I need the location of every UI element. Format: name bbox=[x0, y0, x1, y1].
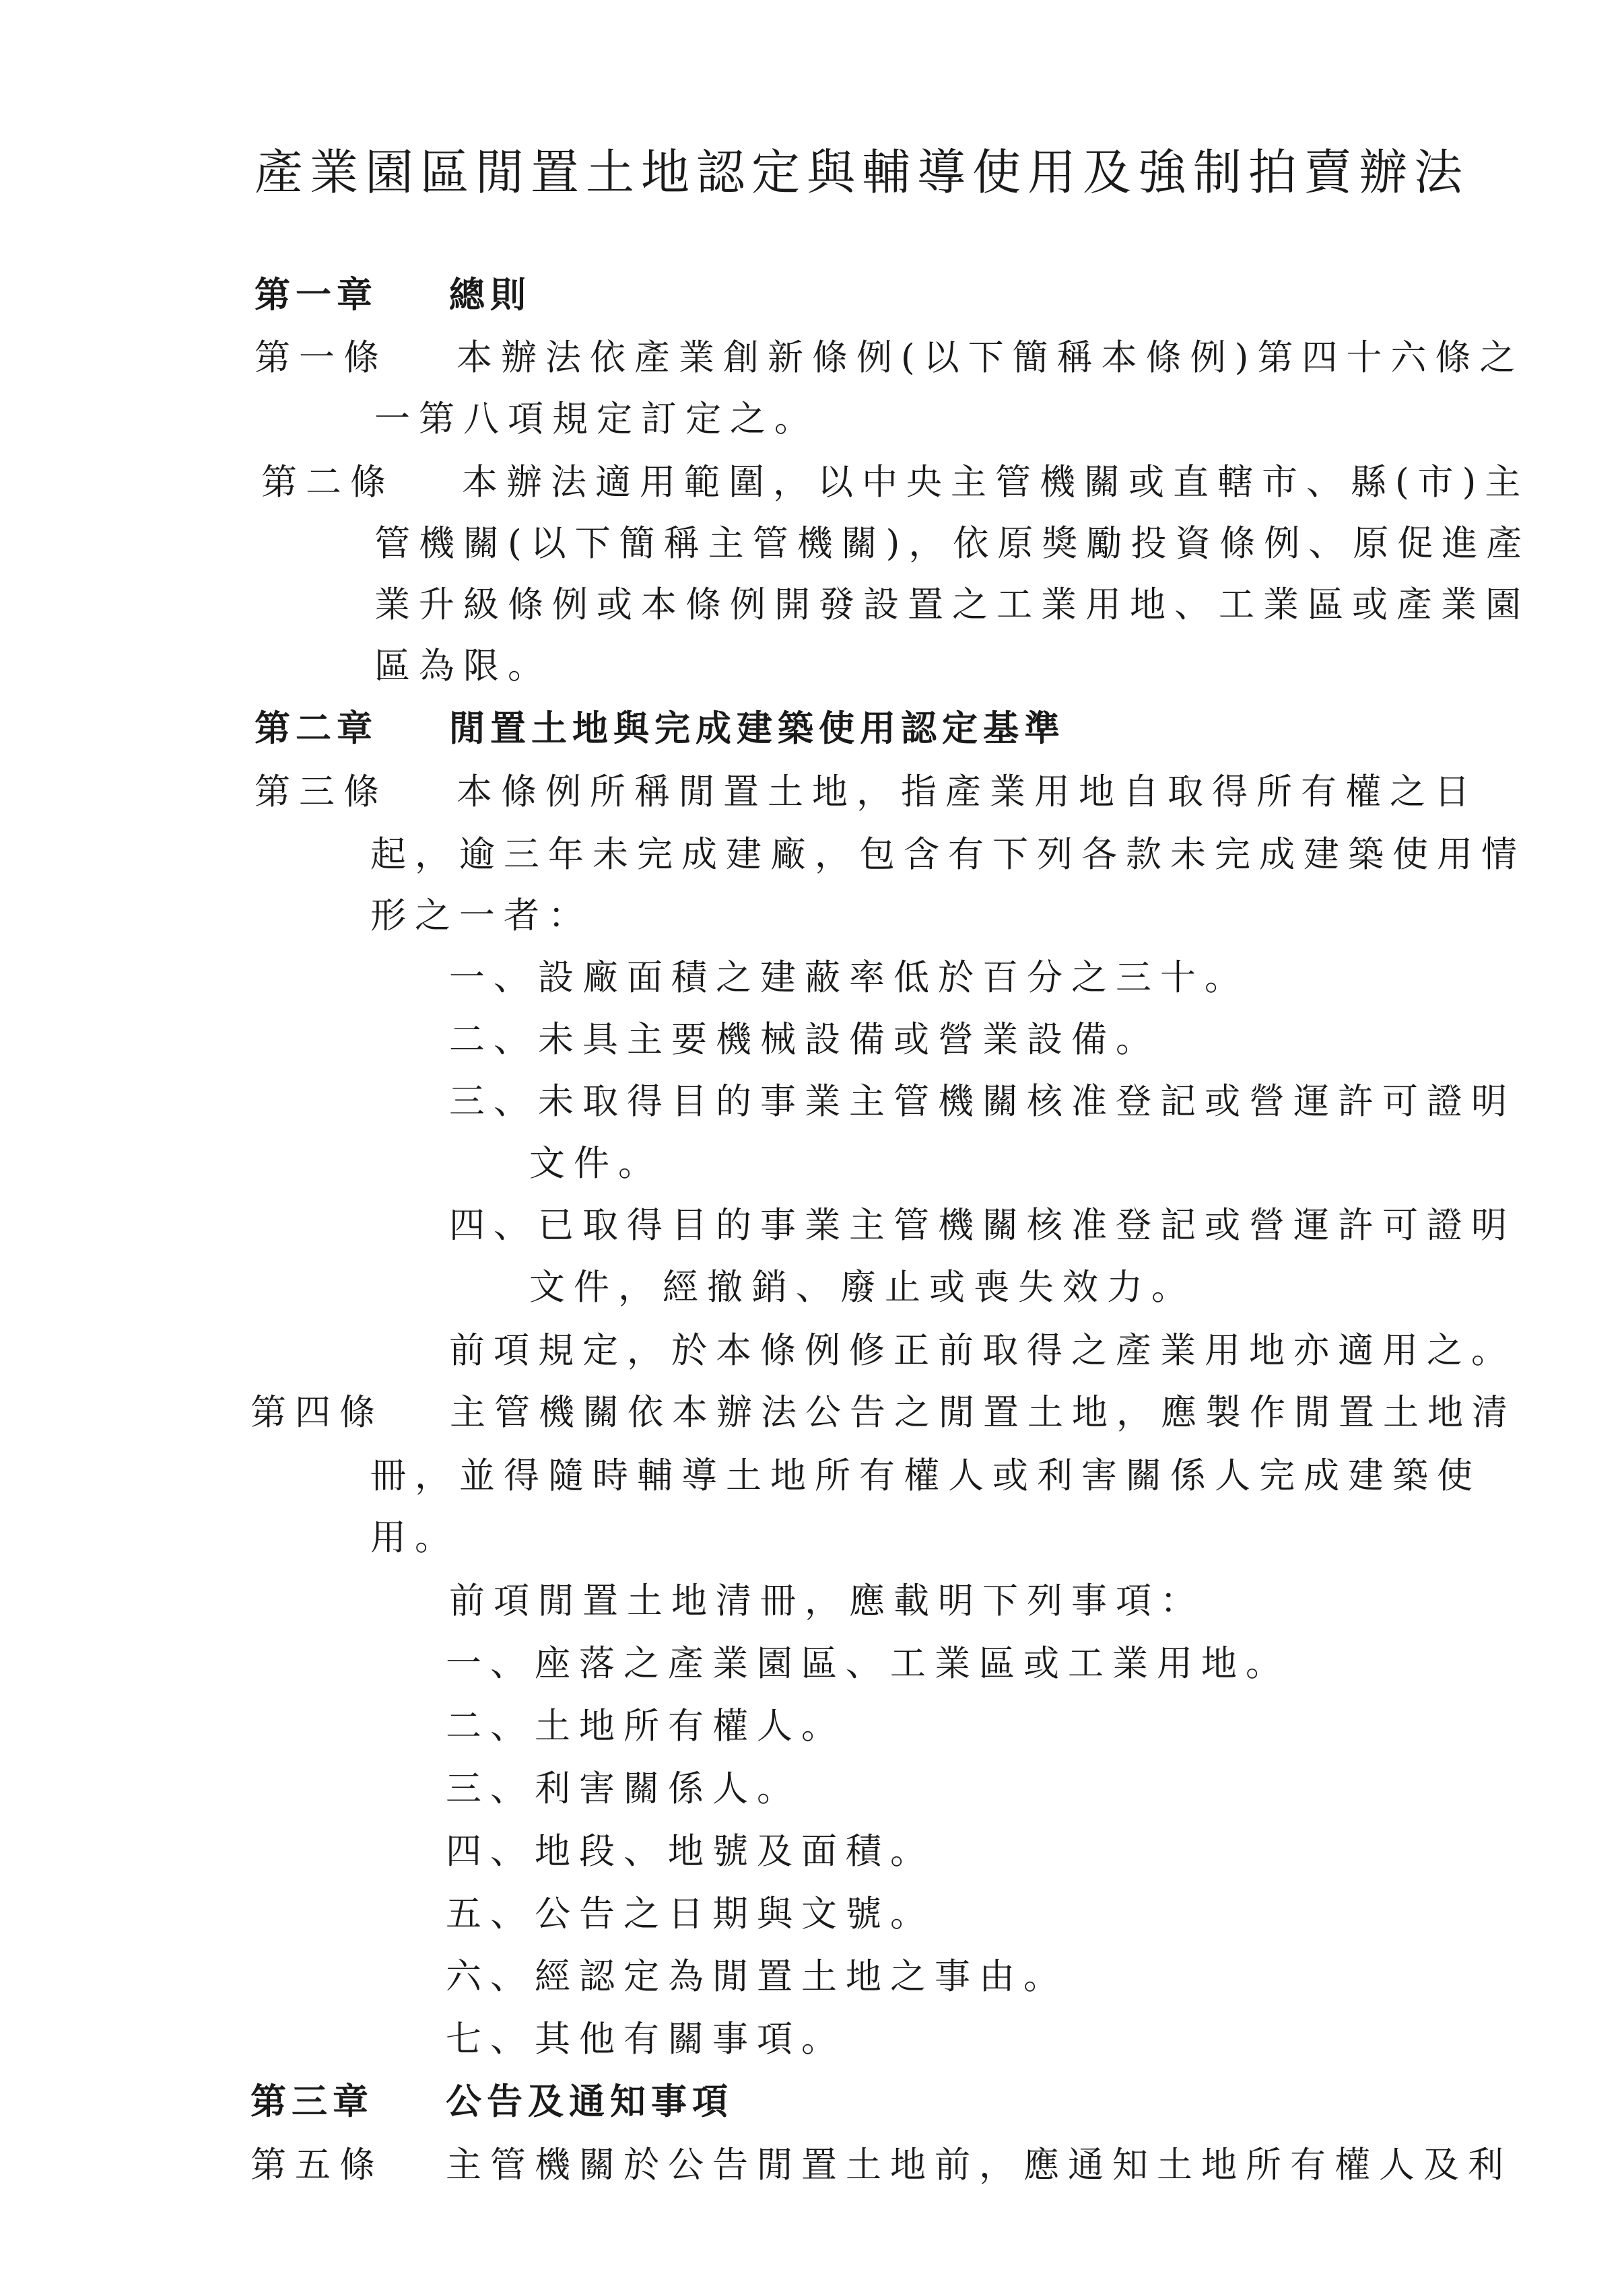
article-4-item: 七、其他有關事項。 bbox=[446, 2019, 846, 2060]
article-3-item: 一、設廠面積之建蔽率低於百分之三十。 bbox=[449, 957, 1249, 998]
article-2-line: 本辦法適用範圍，以中央主管機關或直轄市、縣(市)主 bbox=[462, 462, 1530, 503]
article-4-line: 冊，並得隨時輔導土地所有權人或利害關係人完成建築使 bbox=[370, 1455, 1481, 1496]
article-3-item: 四、已取得目的事業主管機關核准登記或營運許可證明 bbox=[449, 1205, 1516, 1246]
article-4-item: 一、座落之產業園區、工業區或工業用地。 bbox=[446, 1643, 1290, 1684]
document-title: 產業園區閒置土地認定與輔導使用及強制拍賣辦法 bbox=[255, 144, 1470, 201]
article-3-item: 二、未具主要機械設備或營業設備。 bbox=[449, 1019, 1160, 1060]
article-3-paragraph: 前項規定，於本條例修正前取得之產業用地亦適用之。 bbox=[449, 1330, 1516, 1371]
chapter-3-label: 第三章 bbox=[250, 2081, 374, 2122]
article-3-item: 三、未取得目的事業主管機關核准登記或營運許可證明 bbox=[449, 1081, 1516, 1122]
chapter-2-label: 第二章 bbox=[255, 707, 378, 749]
article-3-line: 本條例所稱閒置土地，指產業用地自取得所有權之日 bbox=[457, 771, 1479, 812]
article-2-label: 第二條 bbox=[261, 462, 395, 503]
article-4-item: 五、公告之日期與文號。 bbox=[446, 1893, 935, 1935]
article-4-item: 三、利害關係人。 bbox=[446, 1768, 801, 1809]
chapter-2-name: 閒置土地與完成建築使用認定基準 bbox=[449, 707, 1065, 749]
article-4-paragraph: 前項閒置土地清冊，應載明下列事項： bbox=[449, 1580, 1205, 1622]
article-2-line: 區為限。 bbox=[374, 646, 552, 687]
article-1-line: 本辦法依產業創新條例(以下簡稱本條例)第四十六條之 bbox=[457, 337, 1524, 378]
article-3-line: 形之一者： bbox=[370, 895, 593, 936]
chapter-1-name: 總則 bbox=[449, 274, 531, 316]
article-4-item: 四、地段、地號及面積。 bbox=[446, 1831, 935, 1872]
article-5-label: 第五條 bbox=[250, 2145, 384, 2186]
article-4-item: 二、土地所有權人。 bbox=[446, 1706, 846, 1747]
article-4-label: 第四條 bbox=[250, 1392, 384, 1433]
article-4-line: 主管機關依本辦法公告之閒置土地，應製作閒置土地清 bbox=[450, 1392, 1516, 1433]
article-3-item-cont: 文件。 bbox=[529, 1143, 663, 1184]
article-2-line: 業升級條例或本條例開發設置之工業用地、工業區或產業園 bbox=[374, 584, 1530, 625]
article-1-label: 第一條 bbox=[255, 337, 388, 378]
article-5-line: 主管機關於公告閒置土地前，應通知土地所有權人及利 bbox=[446, 2145, 1512, 2186]
article-3-line: 起，逾三年未完成建廠，包含有下列各款未完成建築使用情 bbox=[370, 834, 1526, 875]
article-4-item: 六、經認定為閒置土地之事由。 bbox=[446, 1956, 1068, 1997]
chapter-3-name: 公告及通知事項 bbox=[446, 2081, 733, 2122]
article-3-item-cont: 文件，經撤銷、廢止或喪失效力。 bbox=[529, 1267, 1196, 1308]
chapter-1-label: 第一章 bbox=[255, 274, 378, 316]
article-2-line: 管機關(以下簡稱主管機關)，依原獎勵投資條例、原促進產 bbox=[374, 523, 1531, 564]
article-1-line: 一第八項規定訂定之。 bbox=[374, 398, 819, 440]
article-4-line: 用。 bbox=[370, 1517, 459, 1558]
article-3-label: 第三條 bbox=[255, 771, 388, 812]
